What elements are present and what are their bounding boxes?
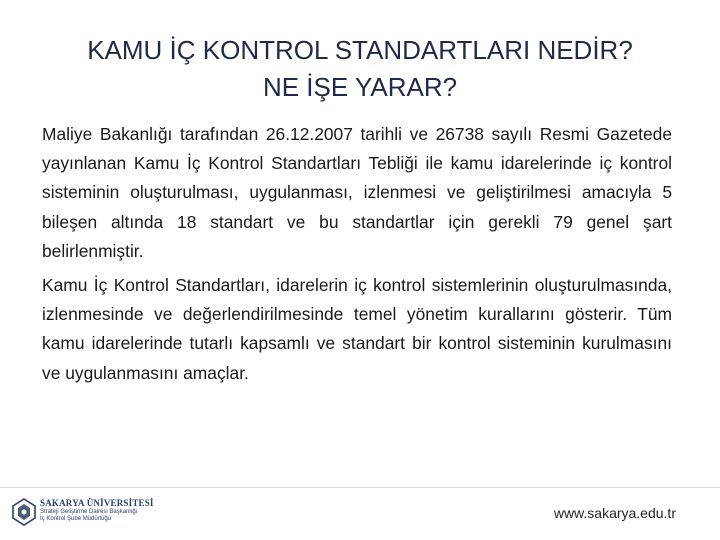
university-emblem-icon — [12, 498, 36, 526]
footer-divider — [0, 487, 720, 488]
logo-subtitle-line-1: Strateji Geliştirme Dairesi Başkanlığı — [40, 509, 138, 515]
slide-title-line-1: KAMU İÇ KONTROL STANDARTLARI NEDİR? — [87, 35, 633, 65]
slide-title-line-2: NE İŞE YARAR? — [262, 72, 458, 102]
logo-subtitle — [40, 509, 137, 523]
website-url: www.sakarya.edu.tr — [553, 505, 676, 521]
logo-subtitle-line-2: İç Kontrol Şube Müdürlüğü — [40, 516, 112, 522]
university-logo — [12, 496, 172, 532]
paragraph-1: Maliye Bakanlığı tarafından 26.12.2007 tarihli ve 26738 sayılı Resmi Gazetede yayınlanan Kamu İç Kontrol Standartları Tebliği ile kamu idarelerinde iç kontrol sisteminin oluşturulması, uygulanması, izlenmesi ve geliştirilmesi amacıyla 5 bileşen altında 18 standart ve bu standartlar için gerekli 79 genel şart belirlenmiştir. — [42, 124, 672, 261]
logo-name: SAKARYA ÜNİVERSİTESİ — [40, 498, 154, 508]
slide-body — [42, 120, 672, 388]
paragraph-2: Kamu İç Kontrol Standartları, idarelerin iç kontrol sistemlerinin oluşturulmasında, izlenmesinde ve değerlendirilmesinde temel yönetim kurallarını gösterir. Tüm kamu idarelerinde tutarlı kapsamlı ve standart bir kontrol sisteminin kurulmasını ve uygulanmasını amaçlar. — [42, 275, 672, 383]
slide-title — [40, 32, 680, 106]
